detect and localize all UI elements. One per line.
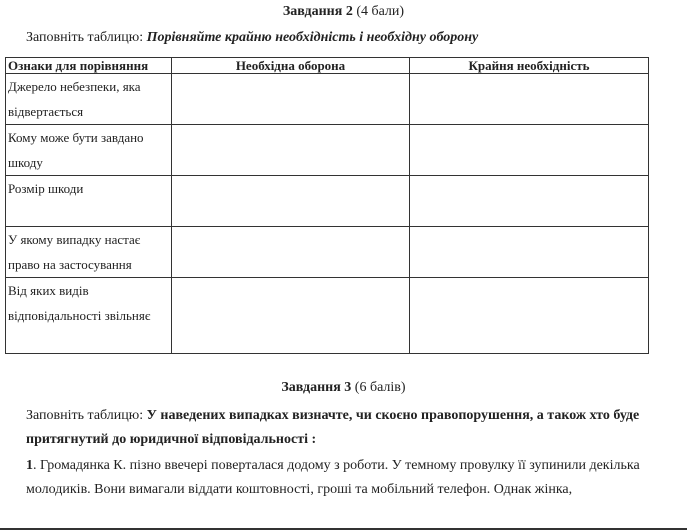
case-1-text: . Громадянка К. пізно ввечері поверталася додому з роботи. У темному провулку її зупинили декілька молодиків. Вони вимагали віддати коштовності, гроші та мобільний телефон. Однак жінка, xyxy=(26,458,640,497)
table-header-row xyxy=(6,58,649,74)
table-row xyxy=(6,74,649,125)
table-row xyxy=(6,227,649,278)
answer-cell-defense[interactable] xyxy=(172,278,410,354)
task2-title: Завдання 2 xyxy=(282,4,353,19)
task2-instruction xyxy=(26,29,666,47)
row-criterion: Розмір шкоди xyxy=(6,176,172,227)
task3-points: (6 балів) xyxy=(354,380,406,395)
answer-cell-necessity[interactable] xyxy=(410,278,649,354)
task3-heading xyxy=(0,379,687,397)
answer-cell-necessity[interactable] xyxy=(410,227,649,278)
answer-cell-defense[interactable] xyxy=(172,176,410,227)
task2-instruction-emphasis: Порівняйте крайню необхідність і необхідну оборону xyxy=(146,30,479,45)
task2-instruction-lead: Заповніть таблицю: xyxy=(26,30,147,45)
header-necessary-defense: Необхідна оборона xyxy=(172,58,410,74)
answer-cell-defense[interactable] xyxy=(172,125,410,176)
header-extreme-necessity: Крайня необхідність xyxy=(410,58,649,74)
task3-instruction xyxy=(26,404,666,452)
row-criterion: У якому випадку настає право на застосування xyxy=(6,227,172,278)
header-criteria: Ознаки для порівняння xyxy=(6,58,172,74)
page-divider xyxy=(0,528,687,530)
task3-instruction-lead: Заповніть таблицю: xyxy=(26,408,147,423)
answer-cell-necessity[interactable] xyxy=(410,176,649,227)
task3-instruction-strong: У наведених випадках визначте, чи скоєно правопорушення, а також хто буде притягнутий до юридичної відповідальності : xyxy=(26,408,640,447)
row-criterion: Кому може бути завдано шкоду xyxy=(6,125,172,176)
answer-cell-defense[interactable] xyxy=(172,74,410,125)
row-criterion: Джерело небезпеки, яка відвертається xyxy=(6,74,172,125)
case-1-paragraph xyxy=(26,454,666,502)
task2-points: (4 бали) xyxy=(356,4,405,19)
table-row xyxy=(6,125,649,176)
table-row xyxy=(6,278,649,354)
task3-title: Завдання 3 xyxy=(281,380,352,395)
table-row xyxy=(6,176,649,227)
row-criterion: Від яких видів відповідальності звільняє xyxy=(6,278,172,354)
answer-cell-necessity[interactable] xyxy=(410,74,649,125)
case-1-number: 1 xyxy=(26,458,33,473)
comparison-table xyxy=(5,57,649,354)
answer-cell-necessity[interactable] xyxy=(410,125,649,176)
answer-cell-defense[interactable] xyxy=(172,227,410,278)
task2-heading xyxy=(0,3,687,21)
